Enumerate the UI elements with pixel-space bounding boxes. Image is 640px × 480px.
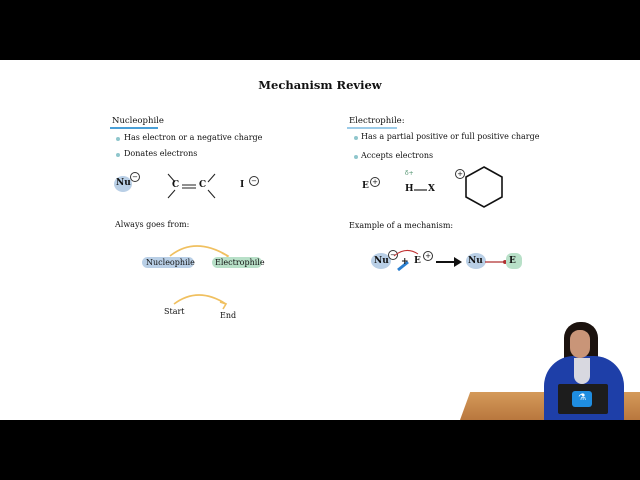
- negative-charge-icon: −: [388, 250, 398, 260]
- end-label: End: [220, 311, 237, 320]
- flow-label: Always goes from:: [115, 220, 190, 229]
- positive-charge-icon: +: [455, 169, 465, 179]
- nucleophile-bullet-1: Has electron or a negative charge: [124, 133, 263, 142]
- partial-positive-label: δ+: [405, 170, 414, 177]
- mech-product-e: E: [509, 256, 516, 266]
- negative-charge-icon: −: [130, 172, 140, 182]
- slide-title: Mechanism Review: [258, 78, 382, 92]
- positive-charge-icon: +: [423, 251, 433, 261]
- alkene-structure: [160, 168, 220, 204]
- nucleophile-bullet-2: Donates electrons: [124, 149, 198, 158]
- chemistry-logo-icon: ⚗: [572, 391, 592, 407]
- bullet-dot: [354, 136, 358, 140]
- start-label: Start: [164, 307, 185, 316]
- iodide-label: I: [240, 180, 245, 190]
- example-label: Example of a mechanism:: [349, 221, 454, 230]
- electrophile-heading: Electrophile:: [349, 116, 405, 126]
- electrophile-bullet-2: Accepts electrons: [361, 151, 434, 160]
- alkene-carbon-2: C: [199, 180, 207, 190]
- mech-plus: +: [401, 257, 409, 267]
- flow-to: Electrophile: [215, 258, 265, 267]
- hx-bond: [414, 186, 428, 194]
- reaction-arrow-icon: [434, 256, 464, 268]
- e-example-label: E: [362, 181, 369, 191]
- mech-e: E: [414, 256, 421, 266]
- nu-example-label: Nu: [116, 178, 131, 188]
- flow-from: Nucleophile: [146, 258, 195, 267]
- negative-charge-icon: −: [249, 176, 259, 186]
- hx-x-label: X: [428, 184, 435, 194]
- bullet-dot: [116, 153, 120, 157]
- bullet-dot: [116, 137, 120, 141]
- mech-nu: Nu: [374, 256, 389, 266]
- presenter-face: [570, 330, 590, 358]
- presenter-shirt: [574, 358, 590, 384]
- electrophile-underline: [347, 127, 397, 129]
- carbocation-ring-icon: [462, 164, 506, 210]
- mech-product-nu: Nu: [468, 256, 483, 266]
- alkene-carbon-1: C: [172, 180, 180, 190]
- positive-charge-icon: +: [370, 177, 380, 187]
- electrophile-bullet-1: Has a partial positive or full positive charge: [361, 132, 540, 141]
- bullet-dot: [354, 155, 358, 159]
- hx-h-label: H: [405, 184, 414, 194]
- slide: [0, 60, 640, 420]
- nucleophile-heading: Nucleophile: [112, 116, 164, 126]
- nucleophile-underline: [110, 127, 158, 129]
